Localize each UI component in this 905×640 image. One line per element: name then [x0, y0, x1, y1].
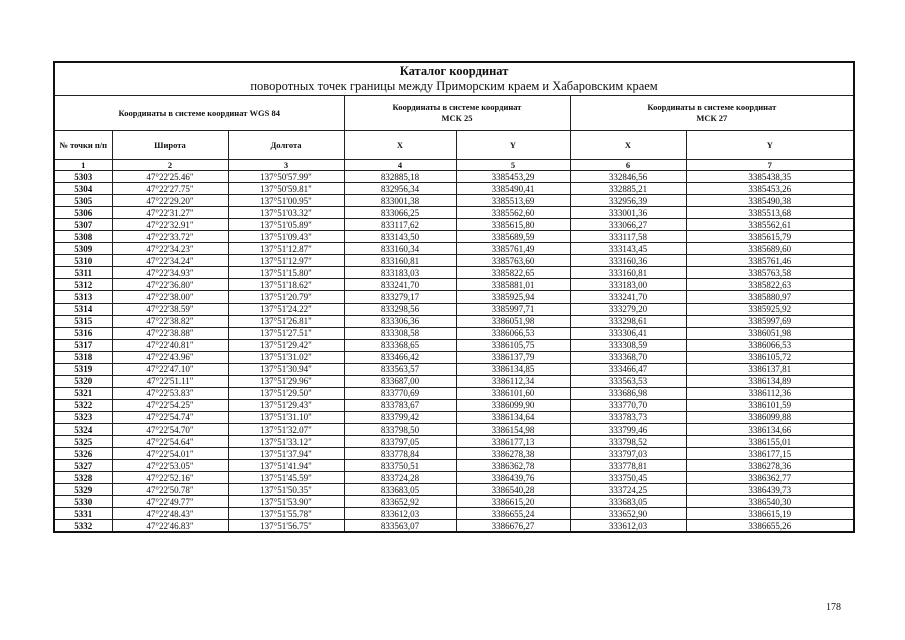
table-row: [54, 243, 854, 255]
table-row: [54, 315, 854, 327]
table-row: [54, 339, 854, 351]
point-number-cell: 5304: [54, 183, 112, 195]
point-number-cell: 5317: [54, 339, 112, 351]
msk27-x-cell: 333160,81: [570, 267, 686, 279]
msk25-y-cell: 3385822,65: [456, 267, 570, 279]
point-number-cell: 5320: [54, 375, 112, 387]
longitude-cell: 137°51'12.87": [228, 243, 344, 255]
msk27-y-cell: 3385490,38: [686, 195, 854, 207]
msk25-x-cell: 833612,03: [344, 508, 456, 520]
group-header-msk27: Координаты в системе координат МСК 27: [570, 96, 854, 131]
longitude-cell: 137°51'12.97": [228, 255, 344, 267]
msk25-y-cell: 3385615,80: [456, 219, 570, 231]
msk25-x-cell: 833799,42: [344, 411, 456, 423]
msk27-x-cell: 333117,58: [570, 231, 686, 243]
msk25-x-cell: 833563,07: [344, 520, 456, 533]
latitude-cell: 47°22'38.59": [112, 303, 228, 315]
msk25-x-cell: 833798,50: [344, 423, 456, 435]
page-number: 178: [826, 602, 841, 613]
point-number-cell: 5323: [54, 411, 112, 423]
msk25-y-cell: 3385997,71: [456, 303, 570, 315]
msk27-y-cell: 3386177,15: [686, 448, 854, 460]
msk27-y-cell: 3386051,98: [686, 327, 854, 339]
table-row: [54, 255, 854, 267]
msk25-y-cell: 3386099,90: [456, 399, 570, 411]
latitude-cell: 47°22'52.16": [112, 472, 228, 484]
msk25-y-cell: 3385925,94: [456, 291, 570, 303]
group-header-msk25: Координаты в системе координат МСК 25: [344, 96, 570, 131]
msk27-x-cell: 333783,73: [570, 411, 686, 423]
column-number: 1: [54, 160, 112, 171]
latitude-cell: 47°22'34.93": [112, 267, 228, 279]
latitude-cell: 47°22'33.72": [112, 231, 228, 243]
msk25-y-cell: 3386134,64: [456, 411, 570, 423]
msk25-y-cell: 3385562,60: [456, 207, 570, 219]
table-row: [54, 387, 854, 399]
column-number: 2: [112, 160, 228, 171]
longitude-cell: 137°51'45.59": [228, 472, 344, 484]
point-number-cell: 5309: [54, 243, 112, 255]
longitude-cell: 137°51'18.62": [228, 279, 344, 291]
msk25-y-cell: 3386134,85: [456, 363, 570, 375]
msk27-x-cell: 332885,21: [570, 183, 686, 195]
longitude-cell: 137°51'55.78": [228, 508, 344, 520]
column-number: 3: [228, 160, 344, 171]
point-number-cell: 5307: [54, 219, 112, 231]
msk25-y-cell: 3385689,59: [456, 231, 570, 243]
msk25-y-cell: 3385513,69: [456, 195, 570, 207]
point-number-cell: 5316: [54, 327, 112, 339]
msk27-x-cell: 333308,59: [570, 339, 686, 351]
table-row: [54, 460, 854, 472]
longitude-cell: 137°51'32.07": [228, 423, 344, 435]
msk27-y-cell: 3386362,77: [686, 472, 854, 484]
msk27-y-cell: 3386112,36: [686, 387, 854, 399]
latitude-cell: 47°22'34.24": [112, 255, 228, 267]
longitude-cell: 137°51'26.81": [228, 315, 344, 327]
longitude-cell: 137°51'31.02": [228, 351, 344, 363]
msk27-x-cell: 333778,81: [570, 460, 686, 472]
table-row: [54, 195, 854, 207]
longitude-cell: 137°51'00.95": [228, 195, 344, 207]
point-number-cell: 5329: [54, 484, 112, 496]
msk25-y-cell: 3386676,27: [456, 520, 570, 533]
point-number-cell: 5326: [54, 448, 112, 460]
latitude-cell: 47°22'54.25": [112, 399, 228, 411]
latitude-cell: 47°22'38.88": [112, 327, 228, 339]
msk27-y-cell: 3386278,36: [686, 460, 854, 472]
table-row: [54, 291, 854, 303]
point-number-cell: 5318: [54, 351, 112, 363]
latitude-cell: 47°22'36.80": [112, 279, 228, 291]
point-number-cell: 5325: [54, 436, 112, 448]
table-row: [54, 399, 854, 411]
msk27-x-cell: 333750,45: [570, 472, 686, 484]
column-number: 4: [344, 160, 456, 171]
longitude-cell: 137°51'31.10": [228, 411, 344, 423]
table-row: [54, 375, 854, 387]
latitude-cell: 47°22'38.00": [112, 291, 228, 303]
point-number-cell: 5319: [54, 363, 112, 375]
latitude-cell: 47°22'54.74": [112, 411, 228, 423]
msk25-x-cell: 833778,84: [344, 448, 456, 460]
latitude-cell: 47°22'54.01": [112, 448, 228, 460]
latitude-cell: 47°22'29.20": [112, 195, 228, 207]
point-number-cell: 5330: [54, 496, 112, 508]
msk25-y-cell: 3385763,60: [456, 255, 570, 267]
msk25-x-cell: 833279,17: [344, 291, 456, 303]
table-row: [54, 171, 854, 183]
msk25-x-cell: 833770,69: [344, 387, 456, 399]
table-row: [54, 363, 854, 375]
longitude-cell: 137°51'29.42": [228, 339, 344, 351]
msk25-x-cell: 833066,25: [344, 207, 456, 219]
latitude-cell: 47°22'25.46": [112, 171, 228, 183]
table-row: [54, 411, 854, 423]
msk25-y-cell: 3386655,24: [456, 508, 570, 520]
point-number-cell: 5308: [54, 231, 112, 243]
table-row: [54, 472, 854, 484]
longitude-cell: 137°51'05.89": [228, 219, 344, 231]
msk25-y-cell: 3386154,98: [456, 423, 570, 435]
msk25-y-cell: 3386051,98: [456, 315, 570, 327]
longitude-cell: 137°50'59.81": [228, 183, 344, 195]
msk27-y-cell: 3385453,26: [686, 183, 854, 195]
msk27-x-cell: 333770,70: [570, 399, 686, 411]
msk27-y-cell: 3386137,81: [686, 363, 854, 375]
msk25-x-cell: 833183,03: [344, 267, 456, 279]
msk25-x-cell: 833308,58: [344, 327, 456, 339]
msk25-x-cell: 833298,56: [344, 303, 456, 315]
msk25-x-cell: 833783,67: [344, 399, 456, 411]
msk27-x-cell: 333799,46: [570, 423, 686, 435]
table-row: [54, 183, 854, 195]
point-number-cell: 5328: [54, 472, 112, 484]
latitude-cell: 47°22'31.27": [112, 207, 228, 219]
msk25-x-cell: 833797,05: [344, 436, 456, 448]
latitude-cell: 47°22'54.64": [112, 436, 228, 448]
table-row: [54, 520, 854, 533]
point-number-cell: 5306: [54, 207, 112, 219]
msk25-y-cell: 3385881,01: [456, 279, 570, 291]
header-msk25-y: Y: [456, 131, 570, 160]
msk27-y-cell: 3385925,92: [686, 303, 854, 315]
latitude-cell: 47°22'51.11": [112, 375, 228, 387]
longitude-cell: 137°51'20.79": [228, 291, 344, 303]
table-row: [54, 327, 854, 339]
msk27-x-cell: 333612,03: [570, 520, 686, 533]
latitude-cell: 47°22'54.70": [112, 423, 228, 435]
msk27-y-cell: 3386655,26: [686, 520, 854, 533]
msk25-y-cell: 3386540,28: [456, 484, 570, 496]
msk25-x-cell: 833563,57: [344, 363, 456, 375]
longitude-cell: 137°51'50.35": [228, 484, 344, 496]
msk25-x-cell: 833160,34: [344, 243, 456, 255]
msk27-x-cell: 333183,00: [570, 279, 686, 291]
latitude-cell: 47°22'38.82": [112, 315, 228, 327]
msk27-x-cell: 333686,98: [570, 387, 686, 399]
msk27-x-cell: 332846,56: [570, 171, 686, 183]
header-point-number: № точки п/п: [54, 131, 112, 160]
msk25-x-cell: 833652,92: [344, 496, 456, 508]
latitude-cell: 47°22'43.96": [112, 351, 228, 363]
table-row: [54, 496, 854, 508]
msk27-y-cell: 3385562,61: [686, 219, 854, 231]
latitude-cell: 47°22'27.75": [112, 183, 228, 195]
header-msk25-x: X: [344, 131, 456, 160]
msk27-y-cell: 3386066,53: [686, 339, 854, 351]
table-row: [54, 484, 854, 496]
msk25-x-cell: 833001,38: [344, 195, 456, 207]
point-number-cell: 5303: [54, 171, 112, 183]
msk27-x-cell: 333143,45: [570, 243, 686, 255]
latitude-cell: 47°22'34.23": [112, 243, 228, 255]
table-row: [54, 508, 854, 520]
msk27-y-cell: 3385880,97: [686, 291, 854, 303]
msk27-y-cell: 3386101,59: [686, 399, 854, 411]
table-row: [54, 436, 854, 448]
msk25-x-cell: 833160,81: [344, 255, 456, 267]
msk27-x-cell: 333306,41: [570, 327, 686, 339]
msk25-y-cell: 3385453,29: [456, 171, 570, 183]
header-latitude: Широта: [112, 131, 228, 160]
longitude-cell: 137°51'27.51": [228, 327, 344, 339]
msk27-x-cell: 333279,20: [570, 303, 686, 315]
msk25-x-cell: 833117,62: [344, 219, 456, 231]
longitude-cell: 137°51'03.32": [228, 207, 344, 219]
msk27-x-cell: 333241,70: [570, 291, 686, 303]
latitude-cell: 47°22'49.77": [112, 496, 228, 508]
table-row: [54, 351, 854, 363]
msk27-x-cell: 333001,36: [570, 207, 686, 219]
msk25-x-cell: 833241,70: [344, 279, 456, 291]
msk25-x-cell: 832885,18: [344, 171, 456, 183]
longitude-cell: 137°51'56.75": [228, 520, 344, 533]
msk27-y-cell: 3386134,89: [686, 375, 854, 387]
msk25-y-cell: 3386177,13: [456, 436, 570, 448]
msk25-y-cell: 3385761,49: [456, 243, 570, 255]
table-title-cell: [54, 62, 854, 96]
table-row: [54, 267, 854, 279]
msk27-x-cell: 333724,25: [570, 484, 686, 496]
msk25-y-cell: 3386615,20: [456, 496, 570, 508]
msk27-x-cell: 333683,05: [570, 496, 686, 508]
column-number: 5: [456, 160, 570, 171]
msk27-y-cell: 3385513,68: [686, 207, 854, 219]
msk25-x-cell: 833368,65: [344, 339, 456, 351]
msk25-y-cell: 3386105,75: [456, 339, 570, 351]
point-number-cell: 5314: [54, 303, 112, 315]
longitude-cell: 137°51'30.94": [228, 363, 344, 375]
msk25-y-cell: 3386137,79: [456, 351, 570, 363]
msk25-y-cell: 3386101,60: [456, 387, 570, 399]
column-number: 6: [570, 160, 686, 171]
point-number-cell: 5321: [54, 387, 112, 399]
point-number-cell: 5315: [54, 315, 112, 327]
latitude-cell: 47°22'50.78": [112, 484, 228, 496]
msk25-x-cell: 833750,51: [344, 460, 456, 472]
msk27-x-cell: 333368,70: [570, 351, 686, 363]
longitude-cell: 137°51'24.22": [228, 303, 344, 315]
table-row: [54, 231, 854, 243]
msk25-y-cell: 3385490,41: [456, 183, 570, 195]
table-row: [54, 207, 854, 219]
point-number-cell: 5331: [54, 508, 112, 520]
msk25-y-cell: 3386439,76: [456, 472, 570, 484]
msk27-y-cell: 3386099,88: [686, 411, 854, 423]
msk25-x-cell: 833143,50: [344, 231, 456, 243]
header-msk27-x: X: [570, 131, 686, 160]
msk27-y-cell: 3385822,63: [686, 279, 854, 291]
msk27-x-cell: 332956,39: [570, 195, 686, 207]
point-number-cell: 5305: [54, 195, 112, 207]
msk25-x-cell: 833724,28: [344, 472, 456, 484]
msk27-y-cell: 3386134,66: [686, 423, 854, 435]
point-number-cell: 5310: [54, 255, 112, 267]
header-msk27-y: Y: [686, 131, 854, 160]
msk27-x-cell: 333798,52: [570, 436, 686, 448]
msk27-x-cell: 333160,36: [570, 255, 686, 267]
table-row: [54, 423, 854, 435]
longitude-cell: 137°51'29.43": [228, 399, 344, 411]
msk25-x-cell: 833683,05: [344, 484, 456, 496]
point-number-cell: 5312: [54, 279, 112, 291]
msk27-y-cell: 3385761,46: [686, 255, 854, 267]
msk25-x-cell: 833466,42: [344, 351, 456, 363]
msk27-x-cell: 333652,90: [570, 508, 686, 520]
point-number-cell: 5311: [54, 267, 112, 279]
latitude-cell: 47°22'48.43": [112, 508, 228, 520]
msk25-y-cell: 3386362,78: [456, 460, 570, 472]
msk27-x-cell: 333797,03: [570, 448, 686, 460]
msk27-y-cell: 3386439,73: [686, 484, 854, 496]
table-title: Каталог координат: [399, 64, 509, 78]
msk27-x-cell: 333466,47: [570, 363, 686, 375]
coordinate-table: [53, 61, 855, 533]
point-number-cell: 5332: [54, 520, 112, 533]
longitude-cell: 137°51'09.43": [228, 231, 344, 243]
longitude-cell: 137°51'33.12": [228, 436, 344, 448]
longitude-cell: 137°51'29.50": [228, 387, 344, 399]
msk27-y-cell: 3386155,01: [686, 436, 854, 448]
msk25-y-cell: 3386112,34: [456, 375, 570, 387]
table-row: [54, 219, 854, 231]
msk27-y-cell: 3385615,79: [686, 231, 854, 243]
longitude-cell: 137°51'15.80": [228, 267, 344, 279]
msk25-y-cell: 3386066,53: [456, 327, 570, 339]
msk25-x-cell: 833687,00: [344, 375, 456, 387]
msk27-x-cell: 333298,61: [570, 315, 686, 327]
msk25-x-cell: 832956,34: [344, 183, 456, 195]
msk27-y-cell: 3385997,69: [686, 315, 854, 327]
longitude-cell: 137°50'57.99": [228, 171, 344, 183]
table-row: [54, 448, 854, 460]
latitude-cell: 47°22'46.83": [112, 520, 228, 533]
msk27-y-cell: 3386105,72: [686, 351, 854, 363]
latitude-cell: 47°22'32.91": [112, 219, 228, 231]
longitude-cell: 137°51'41.94": [228, 460, 344, 472]
table-subtitle: поворотных точек границы между Приморским краем и Хабаровским краем: [250, 79, 658, 93]
table-row: [54, 303, 854, 315]
point-number-cell: 5313: [54, 291, 112, 303]
msk27-y-cell: 3385689,60: [686, 243, 854, 255]
msk27-x-cell: 333066,27: [570, 219, 686, 231]
coordinate-catalog-sheet: [53, 61, 853, 533]
longitude-cell: 137°51'29.96": [228, 375, 344, 387]
msk25-x-cell: 833306,36: [344, 315, 456, 327]
column-number: 7: [686, 160, 854, 171]
latitude-cell: 47°22'53.05": [112, 460, 228, 472]
group-header-wgs84: Координаты в системе координат WGS 84: [54, 96, 344, 131]
latitude-cell: 47°22'40.81": [112, 339, 228, 351]
header-longitude: Долгота: [228, 131, 344, 160]
msk27-y-cell: 3385763,58: [686, 267, 854, 279]
point-number-cell: 5327: [54, 460, 112, 472]
msk27-y-cell: 3385438,35: [686, 171, 854, 183]
longitude-cell: 137°51'37.94": [228, 448, 344, 460]
table-row: [54, 279, 854, 291]
point-number-cell: 5324: [54, 423, 112, 435]
msk27-y-cell: 3386540,30: [686, 496, 854, 508]
msk27-y-cell: 3386615,19: [686, 508, 854, 520]
point-number-cell: 5322: [54, 399, 112, 411]
latitude-cell: 47°22'47.10": [112, 363, 228, 375]
msk27-x-cell: 333563,53: [570, 375, 686, 387]
latitude-cell: 47°22'53.83": [112, 387, 228, 399]
longitude-cell: 137°51'53.90": [228, 496, 344, 508]
msk25-y-cell: 3386278,38: [456, 448, 570, 460]
